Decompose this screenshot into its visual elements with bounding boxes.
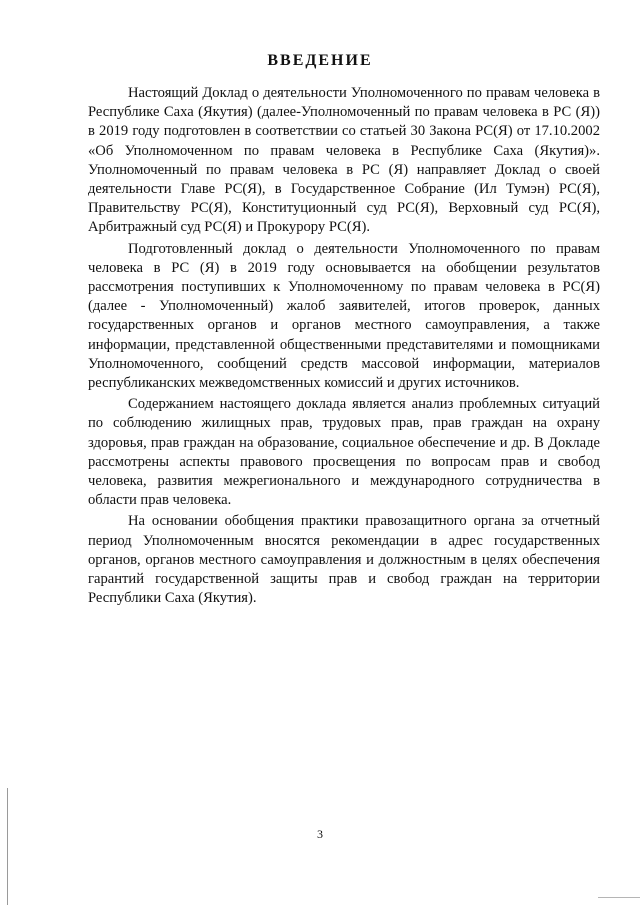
body-text: [88, 84, 600, 610]
page-number: 3: [317, 827, 323, 841]
scan-edge-line: [598, 897, 640, 898]
paragraph-3: Содержанием настоящего доклада является анализ проблемных ситуаций по соблюдению жилищных прав, трудовых прав, прав граждан на охрану здоровья, прав граждан на образование, социальное обеспечение и др. В Докладе рассмотрены аспекты правового просвещения по вопросам прав и свобод человека, развития межрегионального и международного сотрудничества в области прав человека.: [88, 396, 600, 509]
paragraph-2: Подготовленный доклад о деятельности Уполномоченного по правам человека в РС (Я) в 2019 году основывается на обобщении результатов рассмотрения поступивших к Уполномоченному по правам человека в РС(Я) (далее - Уполномоченный) жалоб заявителей, итогов проверок, данных государственных органов и органов местного самоуправления, а также информации, представленной общественными представителями и помощниками Уполномоченного, сообщений средств массовой информации, материалов республиканских межведомственных комиссий и других источников.: [88, 240, 600, 392]
paragraph-4: На основании обобщения практики правозащитного органа за отчетный период Уполномоченным вносятся рекомендации в адрес государственных органов, органов местного самоуправления и должностным в целях обеспечения гарантий государственной защиты прав и свобод граждан на территории Республики Саха (Якутия).: [88, 513, 600, 607]
scan-edge-line: [7, 788, 8, 905]
paragraph-1: Настоящий Доклад о деятельности Уполномоченного по правам человека в Республике Саха (Якутия) (далее-Уполномоченный по правам человека в РС (Я)) в 2019 году подготовлен в соответствии со статьей 30 Закона РС(Я) от 17.10.2002 «Об Уполномоченном по правам человека в Республике Саха (Якутия)». Уполномоченный по правам человека в РС (Я) направляет Доклад о своей деятельности Главе РС(Я), в Государственное Собрание (Ил Тумэн) РС(Я), Правительству РС(Я), Конституционный суд РС(Я), Верховный суд РС(Я), Арбитражный суд РС(Я) и Прокурору РС(Я).: [88, 85, 600, 236]
section-title: ВВЕДЕНИЕ: [267, 52, 373, 69]
